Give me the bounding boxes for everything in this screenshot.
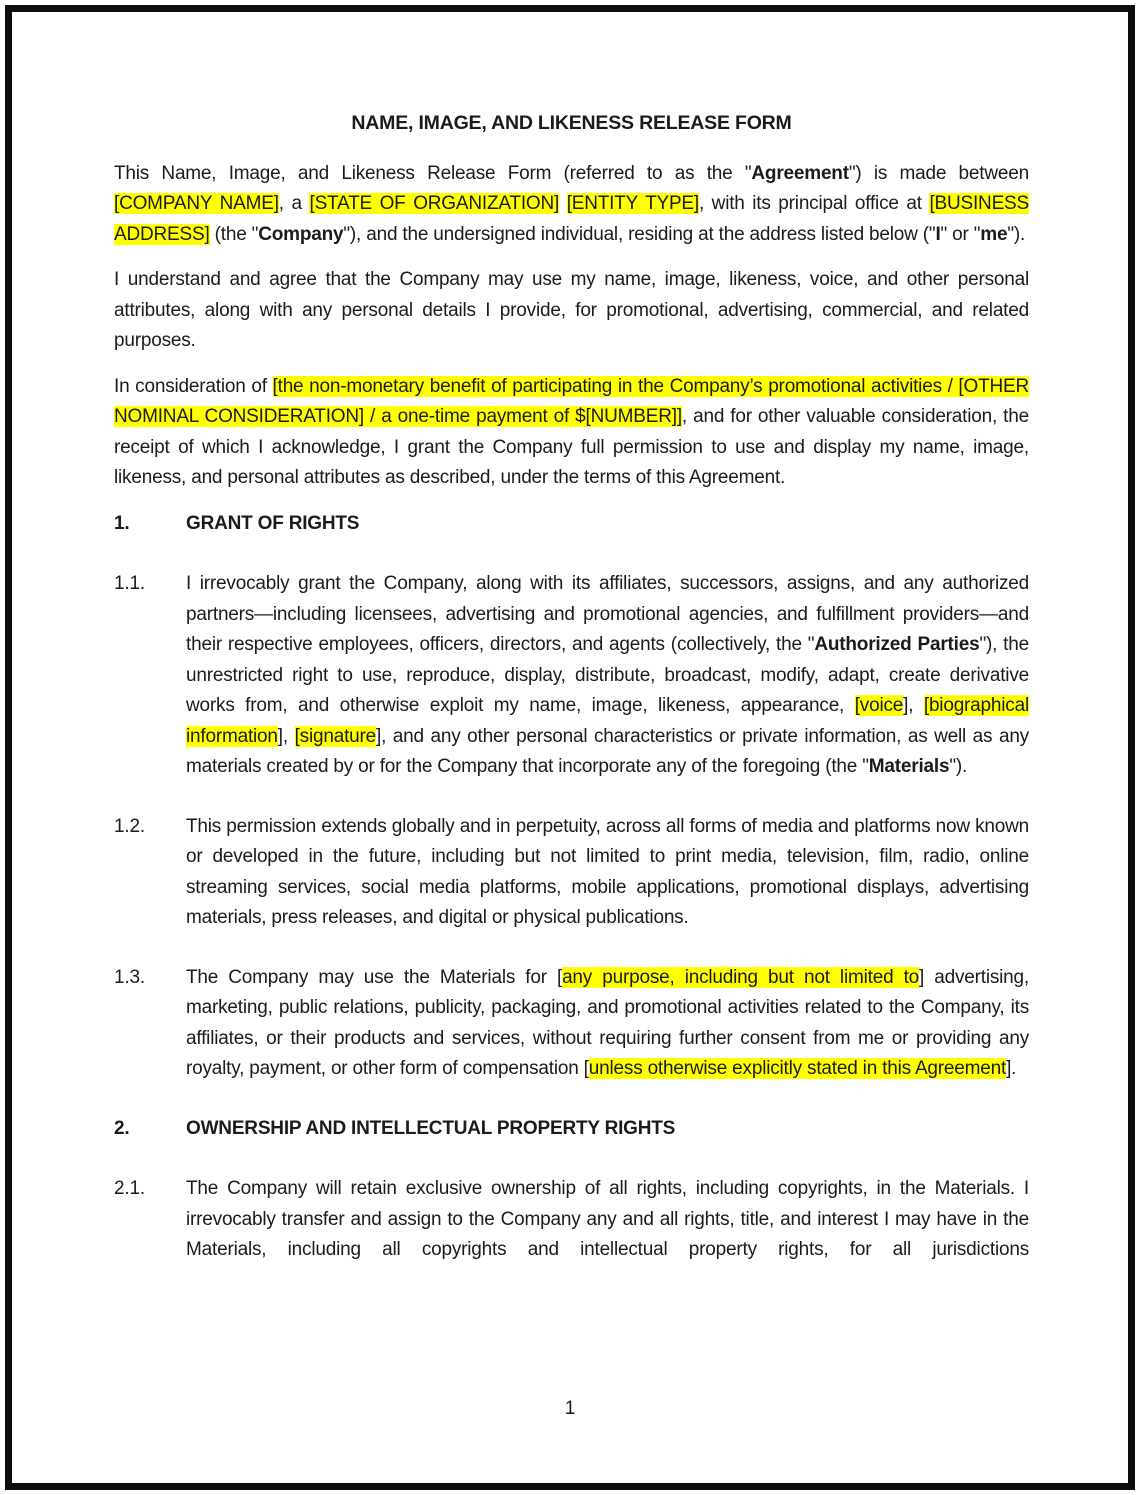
- consent-paragraph: [114, 265, 1029, 357]
- text-run: (the ": [209, 223, 259, 245]
- text-run: I understand and agree that the Company may use my name, image, likeness, voice, and other personal attributes, along with any personal details I provide, for promotional, advertising, commercial, and related purposes.: [114, 269, 1029, 351]
- text-run: , and for other valuable consideration, the receipt of which I acknowledge, I grant the Company full permission to use and display my name, image, likeness, and personal attributes as described, under the terms of this Agreement.: [114, 406, 1029, 488]
- section-1-title: GRANT OF RIGHTS: [186, 512, 360, 534]
- page-frame: [5, 5, 1135, 1490]
- clause-2-1-number: 2.1.: [114, 1178, 145, 1199]
- text-run: The Company will retain exclusive ownership of all rights, including copyrights, in the Materials. I irrevocably transfer and assign to the Company any and all rights, title, and interest I may have in the Materials, including all copyrights and intellectual property rights, for all jurisdictions: [186, 1178, 1029, 1260]
- clause-2-1-text: [186, 1178, 1029, 1260]
- clause-1-2-text: [186, 816, 1029, 929]
- text-run: , with its principal office at: [698, 193, 930, 214]
- text-run: "), the unrestricted right to use, reproduce, display, distribute, broadcast, modify, adapt, create derivative works from, and otherwise exploit my name, image, likeness, appearance,: [186, 634, 1029, 716]
- document-title: NAME, IMAGE, AND LIKENESS RELEASE FORM: [351, 112, 792, 134]
- text-run: ].: [1006, 1058, 1017, 1079]
- text-run: I irrevocably grant the Company, along with its affiliates, successors, assigns, and any authorized partners—including licensees, advertising and promotional agencies, and fulfillment providers—and their respective employees, officers, directors, and agents (collectively, the ": [186, 573, 1029, 655]
- section-2-heading: [114, 1114, 1029, 1145]
- document-content: [12, 12, 1128, 1266]
- intro-paragraph: [114, 159, 1029, 251]
- text-run: ") is made between: [848, 162, 1029, 184]
- highlighted-placeholder: [COMPANY NAME]: [114, 193, 279, 214]
- highlighted-placeholder: [biographical information: [186, 695, 1029, 747]
- page-number: 1: [564, 1398, 576, 1419]
- section-2-title: OWNERSHIP AND INTELLECTUAL PROPERTY RIGHTS: [186, 1117, 676, 1139]
- text-run: This Name, Image, and Likeness Release Form (referred to as the ": [114, 162, 752, 184]
- highlighted-placeholder: unless otherwise explicitly stated in this Agreement: [588, 1058, 1007, 1079]
- text-run: ").: [949, 756, 968, 777]
- clause-1-3-text: [186, 967, 1029, 1080]
- section-1-heading: [114, 509, 1029, 540]
- clause-1-1: [114, 569, 1029, 783]
- text-run: This permission extends globally and in perpetuity, across all forms of media and platforms now known or developed in the future, including but not limited to print media, television, film, radio, online streaming services, social media platforms, mobile applications, promotional displays, advertising materials, press releases, and digital or physical publications.: [186, 815, 1029, 928]
- highlighted-placeholder: [ENTITY TYPE]: [566, 193, 699, 214]
- consideration-paragraph: [114, 372, 1029, 494]
- bold-term: me: [980, 223, 1008, 245]
- bold-term: Agreement: [751, 162, 849, 184]
- text-run: ],: [903, 695, 924, 716]
- clause-1-3-number: 1.3.: [114, 966, 145, 988]
- highlighted-placeholder: [BUSINESS ADDRESS]: [114, 193, 1030, 245]
- text-run: ],: [277, 725, 295, 747]
- text-run: ] advertising, marketing, public relations, publicity, packaging, and promotional activities related to the Company, its affiliates, or their products and services, without requiring further consent from me or providing any royalty, payment, or other form of compensation [: [186, 966, 1029, 1079]
- bold-term: Authorized Parties: [814, 634, 980, 655]
- clause-1-1-text: [186, 573, 1029, 777]
- clause-1-1-number: 1.1.: [114, 573, 145, 594]
- bold-term: Company: [258, 223, 344, 245]
- text-run: , a: [278, 193, 310, 214]
- text-run: ").: [1007, 223, 1026, 245]
- highlighted-placeholder: [the non-monetary benefit of participating in the Company’s promotional activities / [OTHER NOMINAL CONSIDERATION] / a one-time payment of $[NUMBER]]: [114, 375, 1029, 427]
- text-run: " or ": [940, 223, 981, 245]
- text-run: In consideration of: [114, 375, 273, 397]
- highlighted-placeholder: [STATE OF ORGANIZATION]: [309, 193, 560, 214]
- section-2-number: 2.: [114, 1117, 130, 1139]
- highlighted-placeholder: [voice: [854, 695, 904, 716]
- highlighted-placeholder: [signature: [294, 725, 377, 747]
- section-1-number: 1.: [114, 512, 130, 534]
- bold-term: I: [935, 223, 941, 245]
- text-run: [559, 193, 567, 214]
- clause-1-2: [114, 812, 1029, 934]
- clause-1-3: [114, 963, 1029, 1085]
- clause-2-1: [114, 1174, 1029, 1266]
- text-run: ], and any other personal characteristics or private information, as well as any materials created by or for the Company that incorporate any of the foregoing (the ": [186, 725, 1029, 777]
- bold-term: Materials: [868, 756, 950, 777]
- clause-1-2-number: 1.2.: [114, 815, 145, 837]
- text-run: "), and the undersigned individual, residing at the address listed below (": [343, 223, 936, 245]
- highlighted-placeholder: any purpose, including but not limited to: [562, 966, 920, 988]
- text-run: The Company may use the Materials for [: [186, 966, 563, 988]
